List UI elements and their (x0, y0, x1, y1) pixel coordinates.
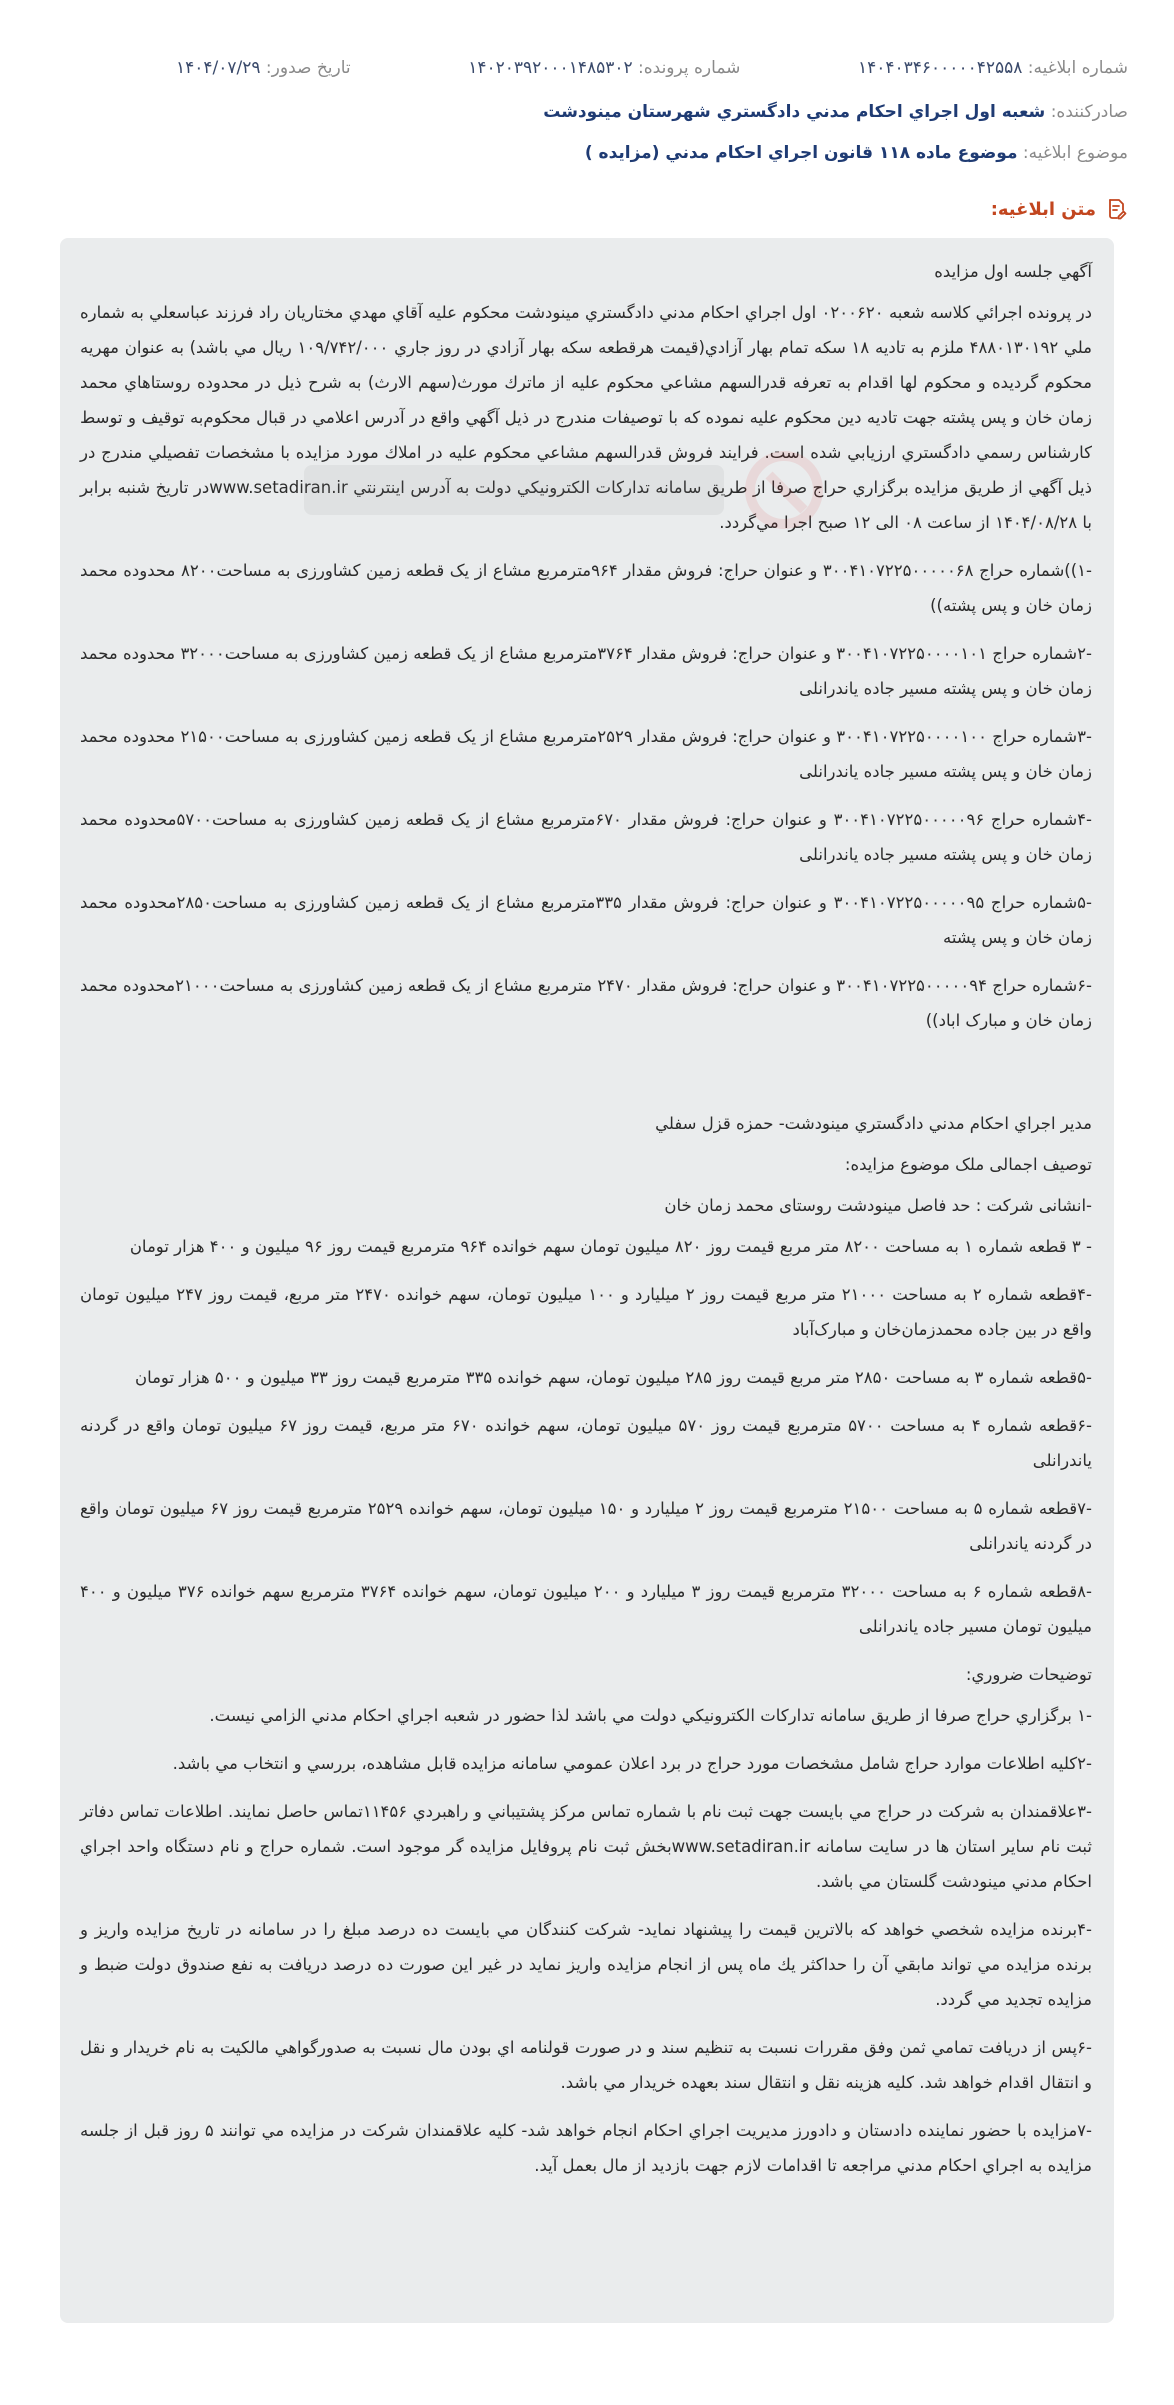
issue-date-value: ۱۴۰۴/۰۷/۲۹ (176, 58, 261, 78)
notice-paragraph: -۶پس از دريافت تمامي ثمن وفق مقررات نسبت به تنظيم سند و در صورت قولنامه اي بودن مال نسبت به صدورگواهي مالكيت به نام خريدار و نقل و انتقال اقدام خواهد شد. كليه هزينه نقل و انتقال سند بعهده خريدار مي باشد. (80, 2038, 1092, 2092)
notice-number-value: ۱۴۰۴۰۳۴۶۰۰۰۰۰۴۲۵۵۸ (858, 58, 1023, 78)
notice-paragraph (80, 1051, 1092, 1106)
notice-paragraph: -۳شماره حراج ۳۰۰۴۱۰۷۲۲۵۰۰۰۰۱۰۰ و عنوان حراج: فروش مقدار ۲۵۲۹مترمربع مشاع از یک قطعه زمین کشاورزی به مساحت۲۱۵۰۰ محدوده محمد زمان خان و پس پشته مسیر جاده یاندرانلی (80, 727, 1092, 781)
notice-paragraph: -۱))شماره حراج ۳۰۰۴۱۰۷۲۲۵۰۰۰۰۰۶۸ و عنوان حراج: فروش مقدار ۹۶۴مترمربع مشاع از یک قطعه زمین کشاورزی به مساحت۸۲۰۰ محدوده محمد زمان خان و پس پشته)) (80, 561, 1092, 615)
notice-paragraph: مدير اجراي احكام مدني دادگستري مينودشت- حمزه قزل سفلي (655, 1114, 1092, 1133)
notice-paragraph: -۸قطعه شماره ۶ به مساحت ۳۲۰۰۰ مترمربع قیمت روز ۳ میلیارد و ۲۰۰ میلیون تومان، سهم خوانده ۳۷۶۴ مترمربع سهم خوانده ۳۷۶ میلیون و ۴۰۰ میلیون تومان مسیر جاده یاندرانلی (80, 1582, 1092, 1636)
notice-paragraph: توضيحات ضروري: (965, 1665, 1092, 1684)
notice-paragraph: -۶شماره حراج ۳۰۰۴۱۰۷۲۲۵۰۰۰۰۰۹۴ و عنوان حراج: فروش مقدار ۲۴۷۰ مترمربع مشاع از یک قطعه زمین کشاورزی به مساحت۲۱۰۰۰محدوده محمد زمان خان و مبارک اباد)) (80, 976, 1092, 1030)
notice-paragraph: -۲كليه اطلاعات موارد حراج شامل مشخصات مورد حراج در برد اعلان عمومي سامانه مزايده قابل مشاهده، بررسي و انتخاب مي باشد. (172, 1754, 1092, 1773)
notice-paragraph: - ۳ قطعه شماره ۱ به مساحت ۸۲۰۰ متر مربع قیمت روز ۸۲۰ میلیون تومان سهم خوانده ۹۶۴ مترمربع قیمت روز ۹۶ میلیون و ۴۰۰ هزار تومان (129, 1237, 1092, 1256)
case-number-value: ۱۴۰۲۰۳۹۲۰۰۰۱۴۸۵۳۰۲ (468, 58, 633, 78)
notice-number-label: شماره ابلاغیه: (1027, 58, 1128, 78)
notice-paragraph: -۶قطعه شماره ۴ به مساحت ۵۷۰۰ مترمربع قیمت روز ۵۷۰ میلیون تومان، سهم خوانده ۶۷۰ متر مربع، قیمت روز ۶۷ میلیون تومان واقع در گردنه یاندرانلی (80, 1416, 1092, 1470)
header-meta-row (46, 56, 1128, 80)
notice-paragraph: -۲شماره حراج ۳۰۰۴۱۰۷۲۲۵۰۰۰۰۱۰۱ و عنوان حراج: فروش مقدار ۳۷۶۴مترمربع مشاع از یک قطعه زمین کشاورزی به مساحت۳۲۰۰۰ محدوده محمد زمان خان و پس پشته مسیر جاده یاندرانلی (80, 644, 1092, 698)
notice-paragraph: -۳علاقمندان به شركت در حراج مي بايست جهت ثبت نام با شماره تماس مركز پشتيباني و راهبردي ۱۱۴۵۶تماس حاصل نمايند. اطلاعات تماس دفاتر ثبت نام ساير استان ها در سايت سامانه www.setadiran.irبخش ثبت نام پروفايل مزايده گر موجود است. شماره حراج و نام دستگاه واحد اجراي احكام مدني مينودشت گلستان مي باشد. (80, 1802, 1092, 1891)
issue-date-field (176, 56, 351, 80)
notice-paragraph: -انشانی شرکت : حد فاصل مینودشت روستای محمد زمان خان (664, 1196, 1092, 1215)
notice-paragraph: -۵قطعه شماره ۳ به مساحت ۲۸۵۰ متر مربع قیمت روز ۲۸۵ میلیون تومان، سهم خوانده ۳۳۵ مترمربع قیمت روز ۳۳ میلیون و ۵۰۰ هزار تومان (134, 1368, 1092, 1387)
notice-paragraph: در پرونده اجرائي كلاسه شعبه ۰۲۰۰۶۲۰ اول اجراي احكام مدني دادگستري مينودشت محكوم عليه آقاي مهدي مختاريان راد فرزند عباسعلي به شماره ملي ۴۸۸۰۱۳۰۱۹۲ ملزم به تاديه ۱۸ سكه تمام بهار آزادي(قيمت هرقطعه سكه بهار آزادي در روز جاري ۱۰۹/۷۴۲/۰۰۰ ريال مي باشد) به عنوان مهريه محكوم گرديده و محكوم لها اقدام به تعرفه قدرالسهم مشاعي محكوم عليه از ماترك مورث(سهم الارث) به شرح ذيل در محدوده روستاهاي محمد زمان خان و پس پشته جهت تاديه دين محكوم عليه نموده كه با توصيفات مندرج در ذيل آگهي واقع در آدرس اعلامي در قبال محكوم‌به توقيف و توسط كارشناس رسمي دادگستري ارزيابي شده است. فرايند فروش قدرالسهم مشاعي محكوم عليه در املاك مورد مزايده با مشخصات تفصيلي مندرج در ذيل آگهي از طريق مزايده برگزاري حراج صرفا از طريق سامانه تداركات الكترونيكي دولت به آدرس اينترنتي www.setadiran.irدر تاريخ شنبه برابر با ۱۴۰۴/۰۸/۲۸ از ساعت ۰۸ الی ۱۲ صبح اجرا مي‌گردد. (80, 303, 1093, 532)
case-number-field (468, 56, 740, 80)
notice-heading-line: آگهي جلسه اول مزايده (934, 262, 1092, 281)
subject-value: موضوع ماده ۱۱۸ قانون اجراي احكام مدني (مزايده ) (584, 143, 1018, 163)
notice-body (60, 238, 1114, 2323)
notice-paragraph: -۵شماره حراج ۳۰۰۴۱۰۷۲۲۵۰۰۰۰۰۹۵ و عنوان حراج: فروش مقدار ۳۳۵مترمربع مشاع از یک قطعه زمین کشاورزی به مساحت۲۸۵۰محدوده محمد زمان خان و پس پشته (80, 893, 1092, 947)
subject-row (46, 141, 1128, 165)
notice-paragraph: -۴برنده مزايده شخصي خواهد كه بالاترين قيمت را پيشنهاد نمايد- شركت كنندگان مي بايست ده درصد مبلغ را در سامانه در تاريخ مزايده واريز و برنده مزايده مي تواند مابقي آن را حداكثر يك ماه پس از انجام مزايده واريز نمايد در غير اين صورت ده درصد دريافت به نفع صندوق دولت ضبط و مزايده تجديد مي گردد. (80, 1920, 1092, 2009)
notice-text-title: متن ابلاغیه: (990, 198, 1096, 220)
document-pen-icon (1104, 197, 1128, 221)
notice-paragraph: -۱ برگزاري حراج صرفا از طريق سامانه تداركات الكترونيكي دولت مي باشد لذا حضور در شعبه اجراي احكام مدني الزامي نيست. (209, 1706, 1092, 1725)
notice-paragraph: -۷قطعه شماره ۵ به مساحت ۲۱۵۰۰ مترمربع قیمت روز ۲ میلیارد و ۱۵۰ میلیون تومان، سهم خوانده ۲۵۲۹ مترمربع قیمت روز ۶۷ میلیون تومان واقع در گردنه یاندرانلی (80, 1499, 1092, 1553)
issue-date-label: تاریخ صدور: (265, 58, 351, 78)
notice-paragraph: توصیف اجمالی ملک موضوع مزایده: (844, 1155, 1092, 1174)
notice-paragraph: -۴قطعه شماره ۲ به مساحت ۲۱۰۰۰ متر مربع قیمت روز ۲ میلیارد و ۱۰۰ میلیون تومان، سهم خوانده ۲۴۷۰ متر مربع، قیمت روز ۲۴۷ میلیون تومان واقع در بین جاده محمدزمان‌خان و مبارک‌آباد (80, 1285, 1092, 1339)
issuer-label: صادرکننده: (1050, 102, 1128, 122)
issuer-row (46, 100, 1128, 124)
subject-label: موضوع ابلاغیه: (1022, 143, 1128, 163)
notice-text-heading (991, 197, 1128, 221)
case-number-label: شماره پرونده: (638, 58, 741, 78)
notice-paragraph: -۴شماره حراج ۳۰۰۴۱۰۷۲۲۵۰۰۰۰۰۹۶ و عنوان حراج: فروش مقدار ۶۷۰مترمربع مشاع از یک قطعه زمین کشاورزی به مساحت۵۷۰۰محدوده محمد زمان خان و پس پشته مسیر جاده یاندرانلی (80, 810, 1092, 864)
notice-number-field (858, 56, 1128, 80)
notice-paragraph: -۷مزايده با حضور نماينده دادستان و دادورز مديريت اجراي احكام انجام خواهد شد- كليه علاقمندان شركت در مزايده مي توانند ۵ روز قبل از جلسه مزايده به اجراي احكام مدني مراجعه تا اقدامات لازم جهت بازديد از مال بعمل آيد. (80, 2121, 1092, 2175)
issuer-value: شعبه اول اجراي احكام مدني دادگستري شهرستان مينودشت (543, 102, 1046, 122)
